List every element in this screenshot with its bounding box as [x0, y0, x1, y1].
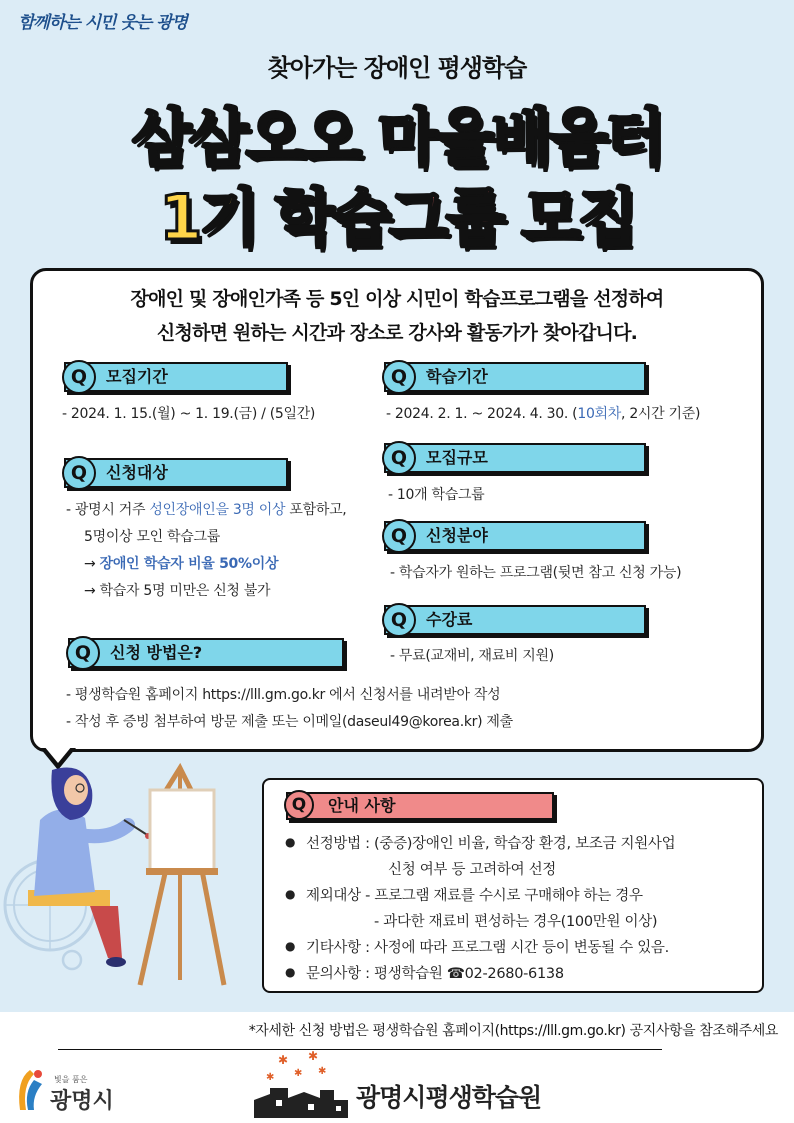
- bullet-icon: ●: [285, 835, 296, 849]
- svg-text:✱: ✱: [318, 1066, 327, 1077]
- gwangmyeong-city-logo: 빛을 품은 광명시: [10, 1062, 150, 1117]
- footnote: *자세한 신청 방법은 평생학습원 홈페이지(https://lll.gm.go.kr) 공지사항을 참조해주세요: [248, 1023, 778, 1039]
- method-line1: - 평생학습원 홈페이지 https://lll.gm.go.kr 에서 신청서를 내려받아 작성: [66, 687, 501, 703]
- intro-line2: 신청하면 원하는 시간과 장소로 강사와 활동가가 찾아갑니다.: [156, 322, 638, 344]
- title-recruit: 학습그룹 모집: [274, 181, 635, 254]
- q-badge-icon: Q: [62, 456, 96, 490]
- notice-item-contact: 문의사항 : 평생학습원 ☎02-2680-6138: [306, 966, 564, 982]
- q-badge-icon: Q: [284, 790, 314, 820]
- notice-item-exclusion: 제외대상 - 프로그램 재료를 수시로 구매해야 하는 경우: [306, 888, 643, 904]
- q-badge-icon: Q: [382, 360, 416, 394]
- section-header-scale: 모집규모: [384, 443, 646, 473]
- field-text: - 학습자가 원하는 프로그램(뒷면 참고 신청 가능): [390, 565, 682, 581]
- section-header-target: 신청대상: [64, 458, 288, 488]
- svg-text:✱: ✱: [294, 1068, 303, 1079]
- page-title-line2: [0, 168, 794, 257]
- svg-text:✱: ✱: [278, 1053, 289, 1067]
- notice-item-other: 기타사항 : 사정에 따라 프로그램 시간 등이 변동될 수 있음.: [306, 940, 669, 956]
- recruit-period-text: - 2024. 1. 15.(월) ~ 1. 19.(금) / (5일간): [62, 406, 316, 422]
- bullet-icon: ●: [285, 887, 296, 901]
- svg-text:✱: ✱: [308, 1050, 319, 1063]
- learning-center-mark-icon: [248, 1050, 356, 1120]
- page-subtitle: 찾아가는 장애인 평생학습: [267, 54, 527, 82]
- notice-item-selection: 선정방법 : (중증)장애인 비율, 학습장 환경, 보조금 지원사업: [306, 836, 676, 852]
- section-header-notice: 안내 사항: [286, 792, 554, 820]
- section-header-field: 신청분야: [384, 521, 646, 551]
- target-line1: - 광명시 거주 성인장애인을 3명 이상 포함하고,: [66, 502, 347, 518]
- page-title-line1: 삼삼오오 마을배움터: [131, 101, 663, 174]
- painter-illustration: [0, 760, 250, 1010]
- lifelong-learning-center-logo: ✱ ✱ ✱ ✱ ✱ 광명시평생학습원: [248, 1050, 548, 1120]
- intro-line1: 장애인 및 장애인가족 등 5인 이상 시민이 학습프로그램을 선정하여: [130, 288, 664, 310]
- section-header-fee: 수강료: [384, 605, 646, 635]
- scale-text: - 10개 학습그룹: [388, 487, 485, 503]
- q-badge-icon: Q: [382, 519, 416, 553]
- city-slogan: 함께하는 시민 웃는 광명: [18, 13, 187, 33]
- svg-text:✱: ✱: [266, 1072, 275, 1083]
- city-logo-mark-icon: [10, 1066, 48, 1114]
- notice-item-selection-cont: 신청 여부 등 고려하여 선정: [388, 862, 557, 878]
- target-line4: → 학습자 5명 미만은 신청 불가: [84, 583, 271, 599]
- bullet-icon: ●: [285, 939, 296, 953]
- q-badge-icon: Q: [382, 441, 416, 475]
- section-header-recruit-period: 모집기간: [64, 362, 288, 392]
- bullet-icon: ●: [285, 965, 296, 979]
- notice-item-exclusion-cont: - 과다한 재료비 편성하는 경우(100만원 이상): [374, 914, 658, 930]
- method-line2: - 작성 후 증빙 첨부하여 방문 제출 또는 이메일(daseul49@korea.kr) 제출: [66, 714, 513, 730]
- target-line2: 5명이상 모인 학습그룹: [84, 529, 220, 545]
- section-header-method: 신청 방법은?: [68, 638, 344, 668]
- title-cohort: 1기: [159, 181, 257, 254]
- q-badge-icon: Q: [62, 360, 96, 394]
- section-header-study-period: 학습기간: [384, 362, 646, 392]
- target-line3: → 장애인 학습자 비율 50%이상: [84, 556, 279, 572]
- q-badge-icon: Q: [382, 603, 416, 637]
- q-badge-icon: Q: [66, 636, 100, 670]
- fee-text: - 무료(교재비, 재료비 지원): [390, 648, 554, 664]
- study-period-text: - 2024. 2. 1. ~ 2024. 4. 30. (10회차, 2시간 기준): [386, 406, 701, 422]
